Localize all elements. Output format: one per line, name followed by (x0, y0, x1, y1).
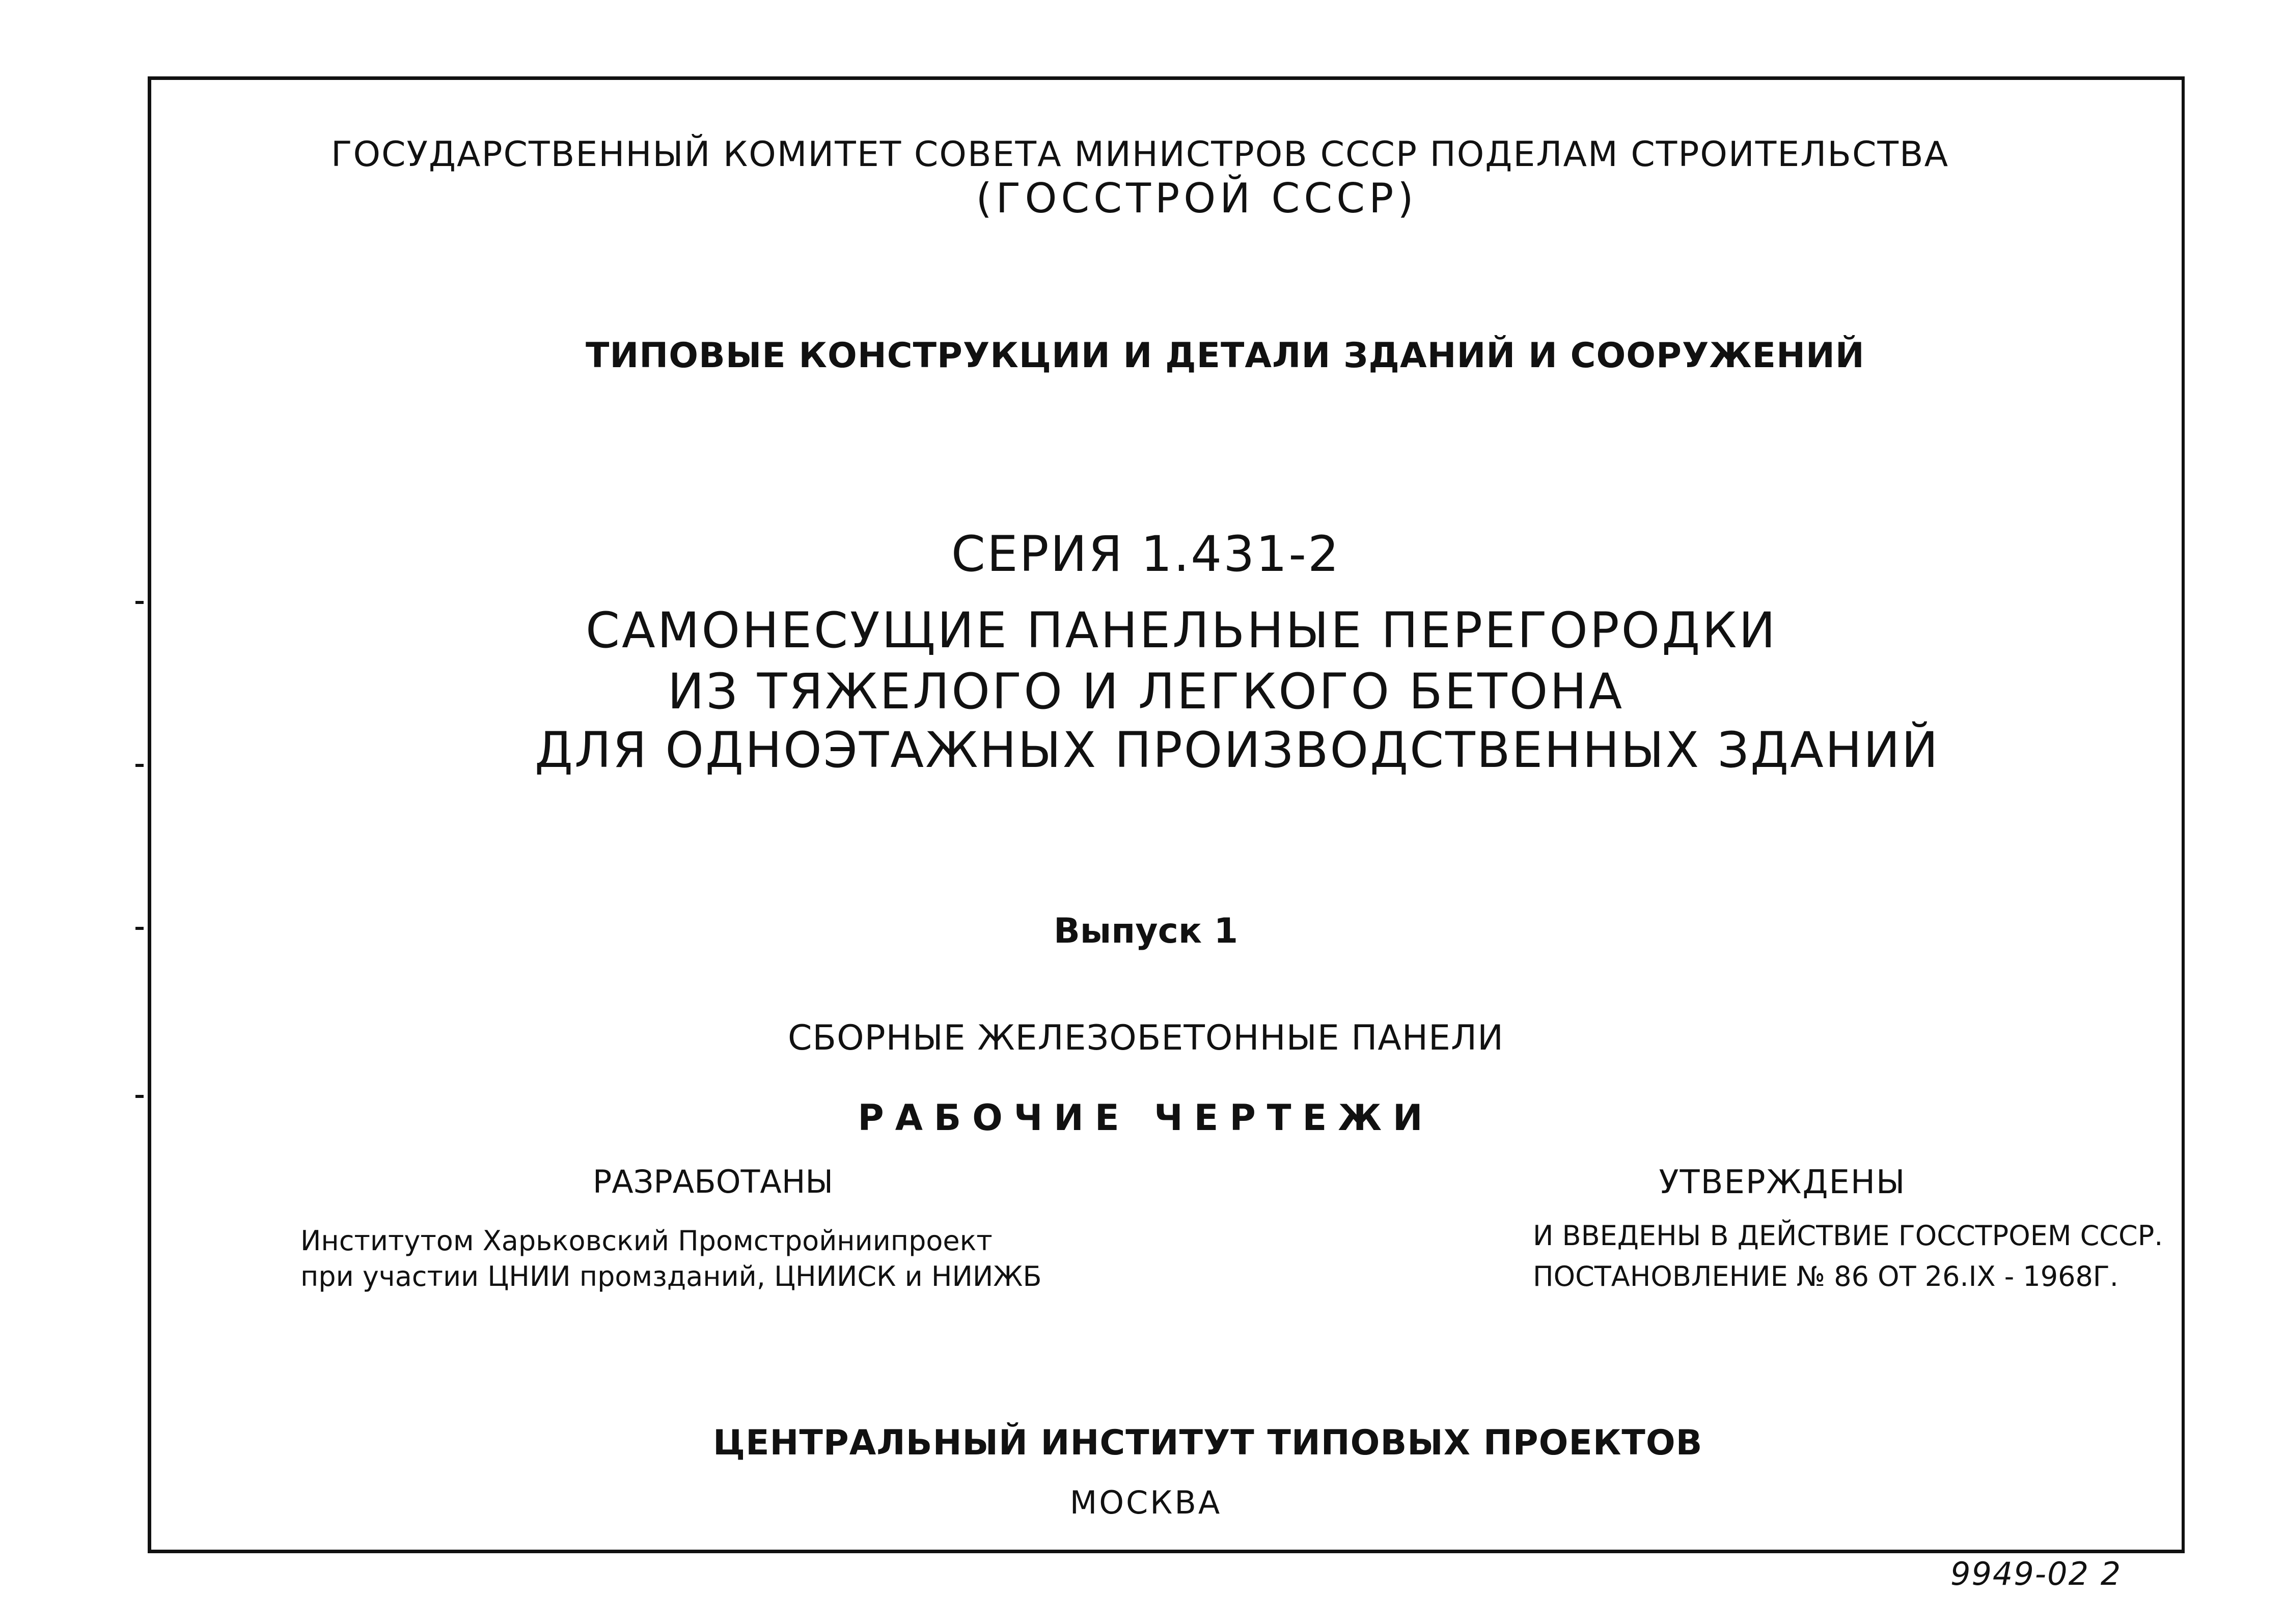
frame-tick (135, 927, 144, 930)
publisher-city: МОСКВА (1069, 1484, 1222, 1521)
ministry-heading: ГОСУДАРСТВЕННЫЙ КОМИТЕТ СОВЕТА МИНИСТРОВ СССР ПОДЕЛАМ СТРОИТЕЛЬСТВА (331, 134, 1949, 175)
drawing-type: РАБОЧИЕ ЧЕРТЕЖИ (858, 1097, 1434, 1139)
gosstroy-heading: (ГОССТРОЙ СССР) (976, 175, 1418, 222)
document-title-line-1: САМОНЕСУЩИЕ ПАНЕЛЬНЫЕ ПЕРЕГОРОДКИ (586, 602, 1778, 659)
sheet-frame (148, 76, 2185, 1553)
approved-by-line-2: ПОСТАНОВЛЕНИЕ № 86 ОТ 26.IX - 1968Г. (1533, 1260, 2118, 1292)
collection-title: ТИПОВЫЕ КОНСТРУКЦИИ И ДЕТАЛИ ЗДАНИЙ И СООРУЖЕНИЙ (586, 336, 1865, 376)
sheet-code: 9949-02 2 (1950, 1555, 2122, 1592)
frame-tick (135, 1095, 144, 1098)
issue-number: Выпуск 1 (1053, 911, 1238, 951)
developed-by-line-1: Институтом Харьковский Промстройниипроект (300, 1225, 993, 1257)
document-title-line-2: ИЗ ТЯЖЕЛОГО И ЛЕГКОГО БЕТОНА (667, 663, 1625, 720)
document-subtitle: СБОРНЫЕ ЖЕЛЕЗОБЕТОННЫЕ ПАНЕЛИ (787, 1018, 1504, 1058)
approved-label: УТВЕРЖДЕНЫ (1659, 1164, 1906, 1201)
document-title-line-3: ДЛЯ ОДНОЭТАЖНЫХ ПРОИЗВОДСТВЕННЫХ ЗДАНИЙ (535, 722, 1940, 779)
approved-by-line-1: И ВВЕДЕНЫ В ДЕЙСТВИЕ ГОССТРОЕМ СССР. (1533, 1220, 2163, 1252)
developed-label: РАЗРАБОТАНЫ (592, 1163, 834, 1200)
publisher-name: ЦЕНТРАЛЬНЫЙ ИНСТИТУТ ТИПОВЫХ ПРОЕКТОВ (713, 1423, 1703, 1463)
frame-tick (135, 764, 144, 767)
frame-tick (135, 601, 144, 604)
developed-by-line-2: при участии ЦНИИ промзданий, ЦНИИСК и НИИЖБ (300, 1260, 1042, 1292)
series-number: СЕРИЯ 1.431-2 (951, 526, 1341, 583)
